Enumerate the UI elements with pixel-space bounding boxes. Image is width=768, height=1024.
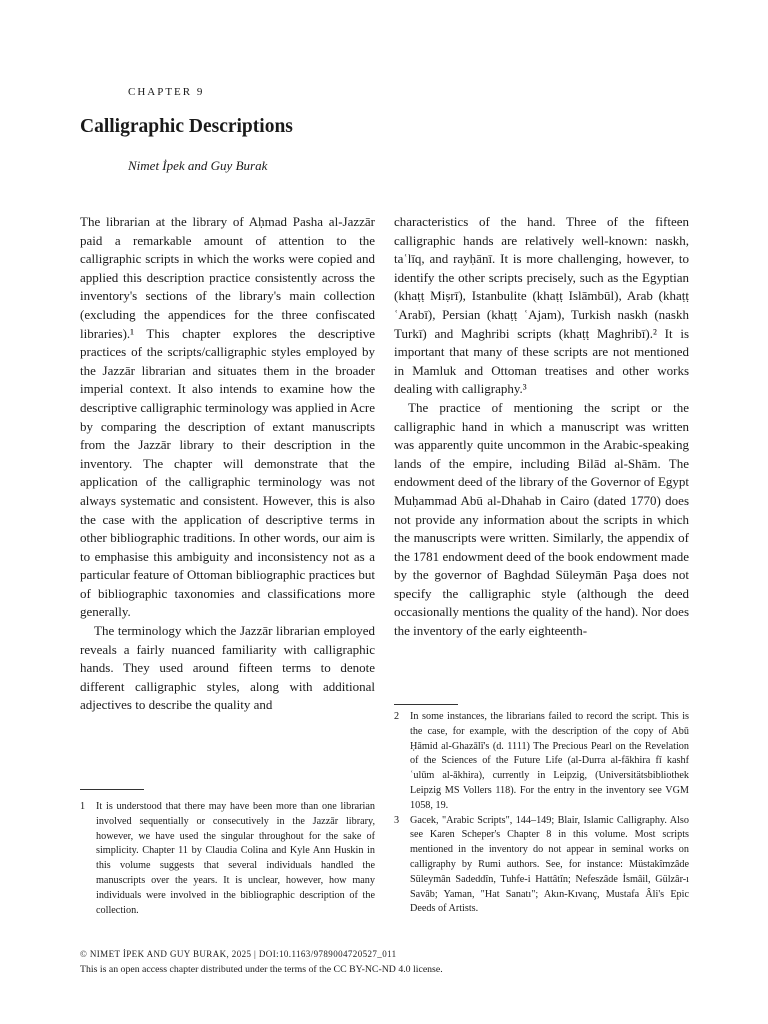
body-column-left xyxy=(80,213,375,715)
footnote xyxy=(394,814,689,918)
footnote-divider xyxy=(80,789,144,790)
chapter-label: CHAPTER 9 xyxy=(128,86,205,98)
paragraph: The librarian at the library of Aḥmad Pasha al-Jazzār paid a remarkable amount of attention to the calligraphic scripts in which the works were copied and applied this description practice consistently across the inventory's sections of the library's main collection (excluding the appendices for the three confiscated libraries).¹ This chapter explores the descriptive practices of the scripts/calligraphic styles employed by the Jazzār librarian and situates them in the broader imperial context. It also intends to examine how the descriptive calligraphic terminology was applied in Acre by comparing the description of extant manuscripts from the Jazzār library to their description in the inventory. The chapter will demonstrate that the application of the calligraphic terminology was not always systematic and consistent. However, this is also the case with the application of descriptive terms in other bibliographic traditions. In other words, our aim is to emphasise this ambiguity and inconsistency not as a particular feature of Ottoman bibliographic practices but of bibliographic taxonomies and classifications more generally. xyxy=(80,214,375,620)
footnotes-left xyxy=(80,800,375,918)
footnote-text: It is understood that there may have been more than one librarian involved sequentially or consecutively in the Jazzār library, however, we have used the singular throughout for the sake of simplicity. Chapter 11 by Claudia Colina and Kyle Ann Huskin in this volume suggests that several individuals handled the manuscripts over the years. It is unclear, however, how many individuals were involved in the bibliographic description of the collection. xyxy=(96,801,375,916)
footnote-number: 1 xyxy=(80,801,86,812)
footnote-text: In some instances, the librarians failed to record the script. This is the case, for example, with the description of the copy of Abū Ḥāmid al-Ghazālī's (d. 1111) The Precious Pearl on the Revelation of the Sciences of the Future Life (al-Durra al-fākhira fī kashf ʿulūm al-ākhira), currently in Leipzig, (Universitätsbibliothek Leipzig MS Vollers 118). For the entry in the inventory see VGM 1058, 19. xyxy=(410,711,689,811)
chapter-title: Calligraphic Descriptions xyxy=(80,116,293,137)
paragraph: characteristics of the hand. Three of the fifteen calligraphic hands are relatively well-known: naskh, taʿlīq, and rayḥānī. It is more challenging, however, to identify the other scripts precisely, such as the Egyptian (khaṭṭ Miṣrī), Istanbulite (khaṭṭ Islāmbūl), Arab (khaṭṭ ʿArabī), Persian (khaṭṭ ʿAjam), Turkish naskh (naskh Turkī) and Maghribi scripts (khaṭṭ Maghribī).² It is important that many of these scripts are not mentioned in Mamluk and Ottoman treatises and other works dealing with calligraphy.³ xyxy=(394,214,689,397)
footnote xyxy=(80,800,375,918)
footnote-text: Gacek, "Arabic Scripts", 144–149; Blair, Islamic Calligraphy. Also see Karen Scheper's Chapter 8 in this volume. Most scripts mentioned in the inventory do not appear in seminal works on calligraphy by Rumi authors. See, for instance: Müstakîmzâde Süleymân Sadeddîn, Tuhfe-i Hattâtîn; Nefeszâde İsmâil, Gülzâr-ı Savâb; Yaman, "Hat Sanatı"; Akın-Kıvanç, Mustafa Âli's Epic Deeds of Artists. xyxy=(410,814,689,915)
license-line: This is an open access chapter distributed under the terms of the CC BY-NC-ND 4.0 license. xyxy=(80,964,443,975)
footnote-divider xyxy=(394,704,458,705)
paragraph: The terminology which the Jazzār librarian employed reveals a fairly nuanced familiarity with calligraphic hands. They used around fifteen terms to denote different calligraphic styles, along with additional adjectives to describe the quality and xyxy=(80,623,375,713)
footnote-number: 3 xyxy=(394,814,400,826)
footnote xyxy=(394,710,689,814)
chapter-authors: Nimet İpek and Guy Burak xyxy=(128,158,268,173)
footnotes-right xyxy=(394,710,689,917)
footnote-number: 2 xyxy=(394,711,400,722)
body-column-right xyxy=(394,213,689,641)
copyright-line: © NIMET İPEK AND GUY BURAK, 2025 | DOI:10.1163/9789004720527_011 xyxy=(80,949,397,959)
paragraph: The practice of mentioning the script or the calligraphic hand in which a manuscript was written was apparently quite uncommon in the Arabic-speaking lands of the empire, including Bilād al-Shām. The endowment deed of the library of the Governor of Egypt Muḥammad Abū al-Dhahab in Cairo (dated 1770) does not provide any information about the scripts in which the manuscripts were written. Similarly, the appendix of the 1781 endowment deed of the book endowment made by the governor of Baghdad Süleymān Paşa does not specify the calligraphic style (although the deed occasionally mentions the quality of the hand). Nor does the inventory of the early eighteenth- xyxy=(394,399,689,639)
